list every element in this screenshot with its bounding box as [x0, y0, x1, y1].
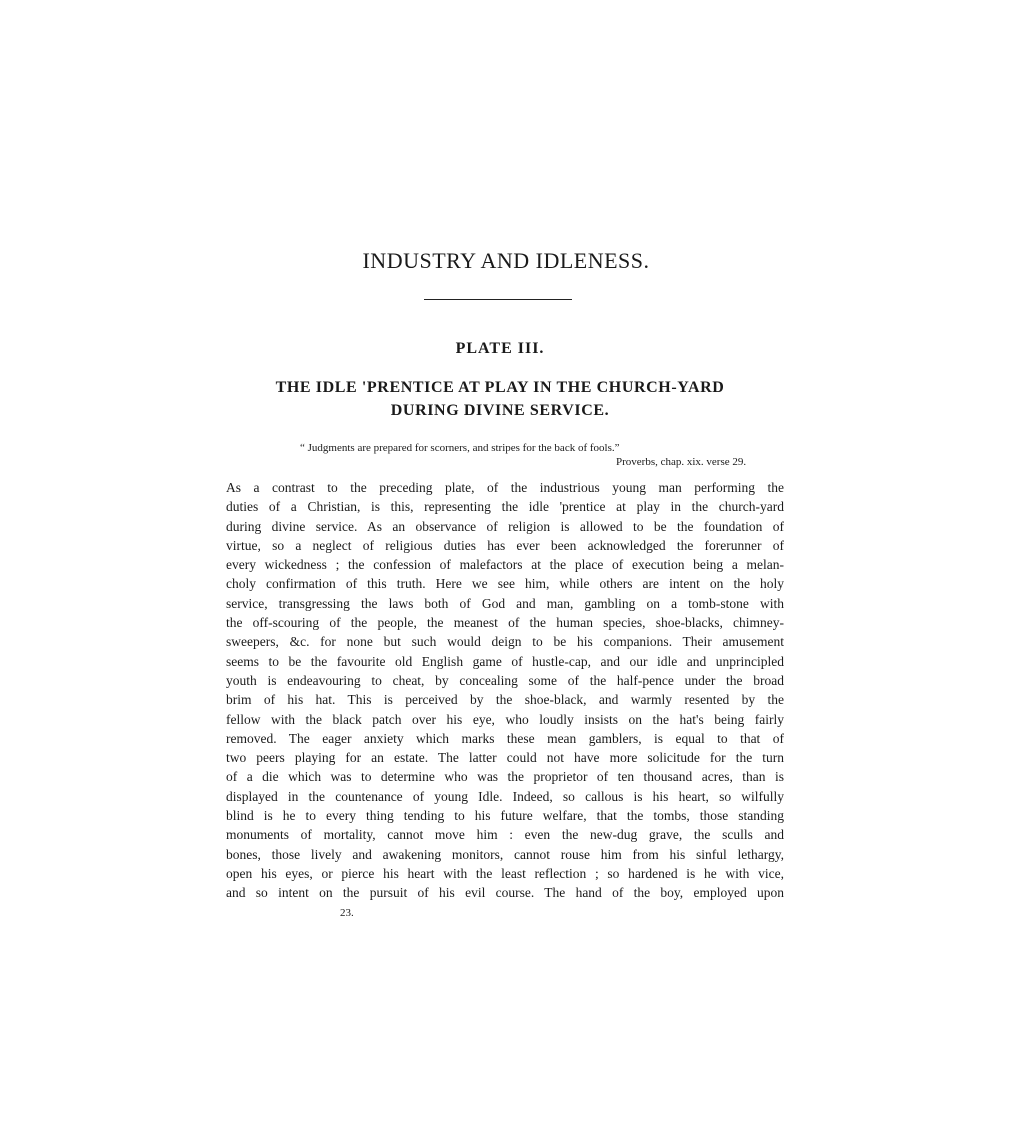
subtitle-line-1: THE IDLE 'PRENTICE AT PLAY IN THE CHURCH-YARD [275, 379, 725, 396]
body-line: service, transgressing the laws both of God and man, gambling on a tomb-stone with [226, 595, 784, 611]
body-paragraph [226, 478, 784, 903]
body-line: blind is he to every thing tending to his future welfare, that the tombs, those standing [226, 808, 784, 824]
epigraph-quote: “ Judgments are prepared for scorners, and stripes for the back of fools.” [300, 442, 620, 454]
body-line: youth is endeavouring to cheat, by concealing some of the half-pence under the broad [226, 672, 784, 688]
body-line: fellow with the black patch over his eye, who loudly insists on the hat's being fairly [226, 711, 784, 727]
body-line: bones, those lively and awakening monitors, cannot rouse him from his sinful lethargy, [226, 846, 784, 862]
body-line: the off-scouring of the people, the meanest of the human species, shoe-blacks, chimney- [226, 615, 784, 631]
page-title: INDUSTRY AND IDLENESS. [362, 248, 650, 273]
epigraph-citation: Proverbs, chap. xix. verse 29. [616, 456, 747, 468]
body-line: displayed in the countenance of young Idle. Indeed, so callous is his heart, so wilfully [226, 788, 784, 804]
body-line: duties of a Christian, is this, representing the idle 'prentice at play in the church-yard [226, 499, 784, 515]
body-line: brim of his hat. This is perceived by the shoe-black, and warmly resented by the [226, 692, 784, 708]
page-number: 23. [340, 907, 354, 919]
body-line: As a contrast to the preceding plate, of the industrious young man performing the [226, 480, 784, 495]
subtitle-line-2: DURING DIVINE SERVICE. [390, 402, 610, 419]
title-divider [424, 299, 572, 300]
body-line: virtue, so a neglect of religious duties has ever been acknowledged the forerunner of [226, 537, 784, 553]
plate-heading: PLATE III. [455, 340, 545, 357]
body-line: seems to be the favourite old English game of hustle-cap, and our idle and unprincipled [226, 653, 784, 669]
body-line: every wickedness ; the confession of malefactors at the place of execution being a melan- [226, 557, 784, 573]
body-line: two peers playing for an estate. The latter could not have more solicitude for the turn [226, 750, 784, 766]
body-line: monuments of mortality, cannot move him : even the new-dug grave, the sculls and [226, 827, 784, 843]
body-line: of a die which was to determine who was the proprietor of ten thousand acres, than is [226, 769, 784, 785]
body-line: removed. The eager anxiety which marks these mean gamblers, is equal to that of [226, 730, 784, 746]
body-line: and so intent on the pursuit of his evil course. The hand of the boy, employed upon [226, 885, 784, 901]
body-line: sweepers, &c. for none but such would deign to be his companions. Their amusement [226, 634, 784, 650]
body-line: open his eyes, or pierce his heart with the least reflection ; so hardened is he with vice, [226, 865, 784, 881]
body-line: choly confirmation of this truth. Here we see him, while others are intent on the holy [226, 576, 784, 592]
plate-subtitle [230, 376, 770, 422]
body-line: during divine service. As an observance of religion is allowed to be the foundation of [226, 518, 784, 534]
